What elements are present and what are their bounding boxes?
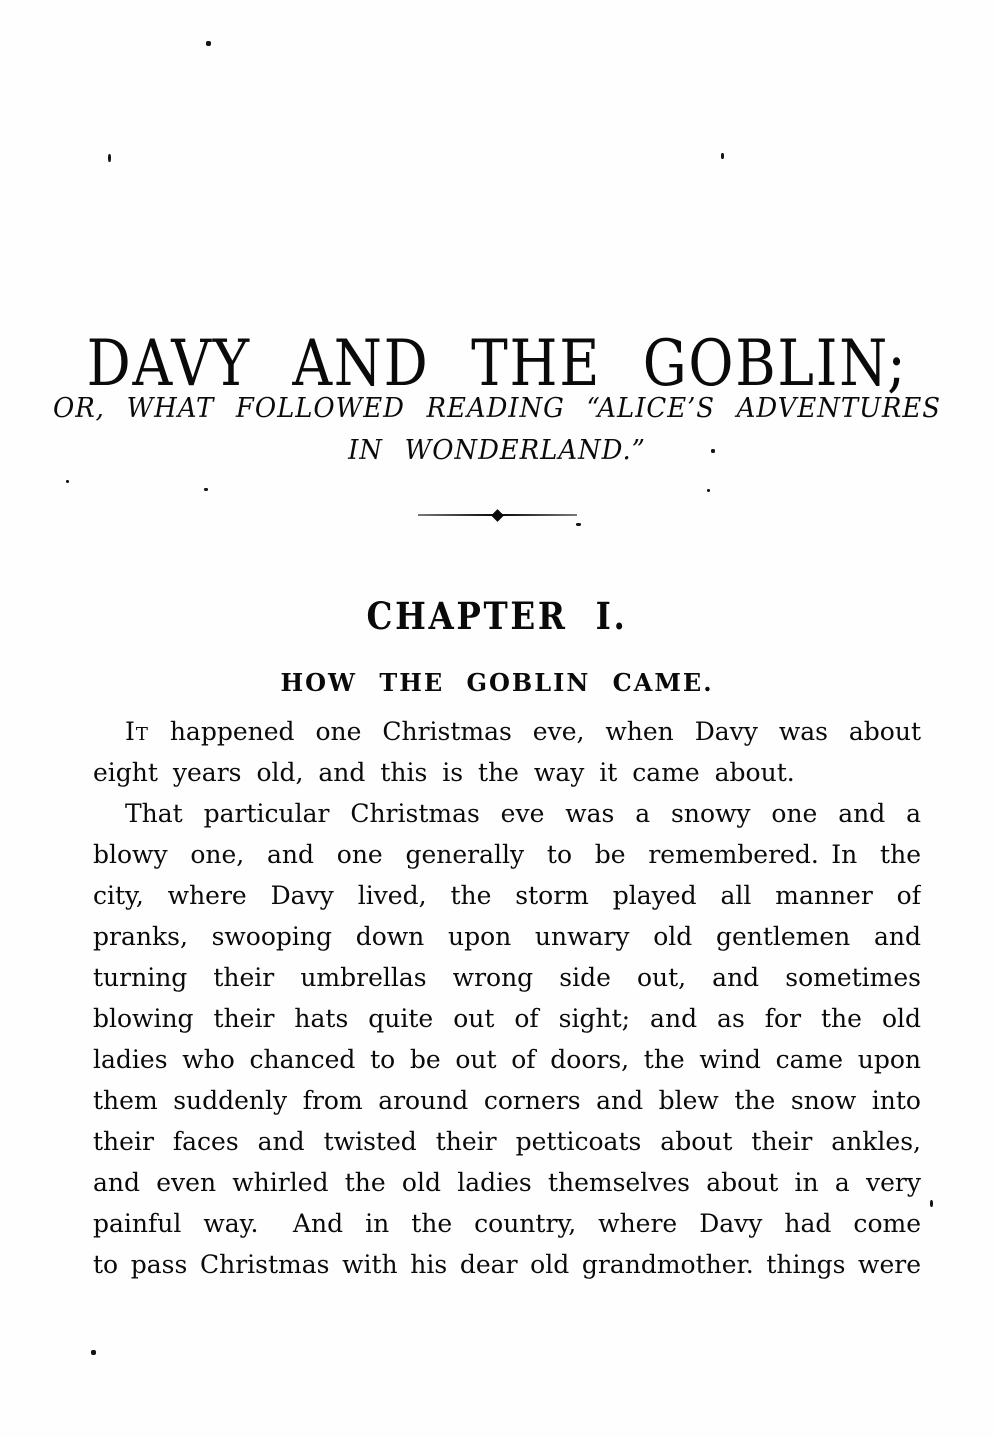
chapter-heading: CHAPTER I. bbox=[366, 593, 628, 638]
body-line: their faces and twisted their petticoats about their ankles, bbox=[93, 1127, 921, 1156]
divider-rule-right bbox=[501, 514, 577, 516]
subtitle-line-1: OR, WHAT FOLLOWED READING “ALICE’S ADVENTURES bbox=[53, 393, 941, 424]
body-line: painful way. And in the country, where Davy had come bbox=[93, 1209, 921, 1238]
scan-speck bbox=[204, 488, 208, 491]
scan-speck bbox=[66, 480, 69, 483]
body-line: It happened one Christmas eve, when Davy was about bbox=[125, 717, 921, 746]
body-line: eight years old, and this is the way it came about. bbox=[93, 758, 795, 787]
chapter-subheading: HOW THE GOBLIN CAME. bbox=[280, 668, 714, 697]
body-line: to pass Christmas with his dear old grandmother. things were bbox=[93, 1250, 921, 1279]
scan-speck bbox=[930, 1200, 933, 1207]
subtitle-line-2: IN WONDERLAND.” bbox=[348, 435, 646, 466]
body-text bbox=[93, 711, 921, 1285]
body-line: turning their umbrellas wrong side out, and sometimes bbox=[93, 963, 921, 992]
scan-speck bbox=[707, 489, 710, 492]
scan-speck bbox=[576, 523, 581, 526]
body-line: blowing their hats quite out of sight; and as for the old bbox=[93, 1004, 921, 1033]
scan-speck bbox=[711, 449, 715, 453]
book-title: DAVY AND THE GOBLIN; bbox=[86, 326, 908, 401]
body-line: them suddenly from around corners and blew the snow into bbox=[93, 1086, 921, 1115]
body-line: blowy one, and one generally to be remembered. In the bbox=[93, 840, 921, 869]
smallcaps-lead-word: It bbox=[125, 717, 149, 746]
body-line: That particular Christmas eve was a snowy one and a bbox=[125, 799, 921, 828]
divider-rule-left bbox=[418, 514, 494, 516]
body-line: ladies who chanced to be out of doors, the wind came upon bbox=[93, 1045, 921, 1074]
body-line: and even whirled the old ladies themselves about in a very bbox=[93, 1168, 921, 1197]
diamond-ornament-icon bbox=[491, 509, 504, 522]
scan-speck bbox=[206, 41, 211, 46]
section-divider bbox=[0, 508, 994, 522]
body-line: pranks, swooping down upon unwary old gentlemen and bbox=[93, 922, 921, 951]
scan-speck bbox=[721, 153, 724, 159]
body-line: city, where Davy lived, the storm played all manner of bbox=[93, 881, 921, 910]
book-subtitle bbox=[20, 388, 974, 472]
scan-speck bbox=[91, 1350, 96, 1355]
scan-speck bbox=[108, 154, 111, 162]
